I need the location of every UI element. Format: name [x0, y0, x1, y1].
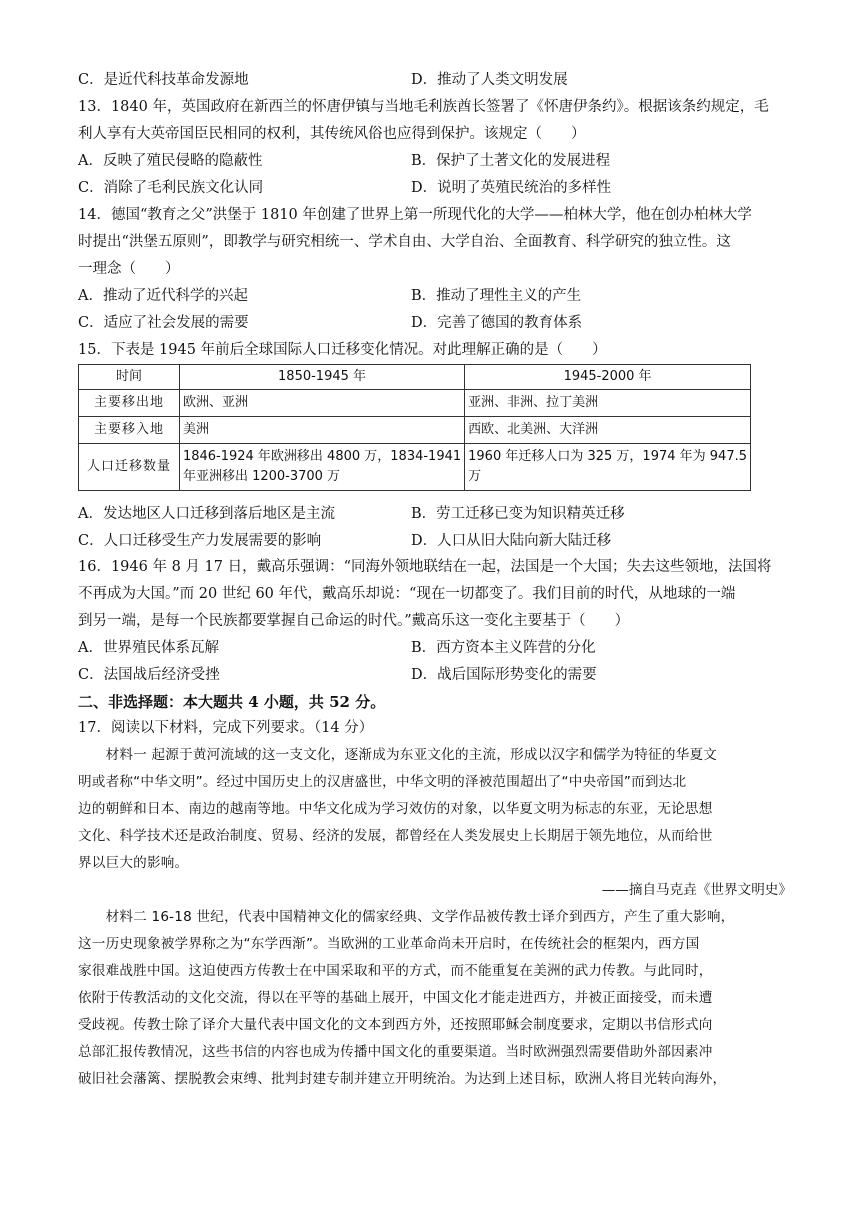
table-cell	[179, 444, 464, 491]
table-cell	[465, 444, 751, 491]
material2-line: 家很难战胜中国。这迫使西方传教士在中国采取和平的方式，而不能重复在美洲的武力传教。与此同时，	[78, 963, 713, 979]
migration-table	[78, 364, 751, 491]
q14-stem-line2: 时提出“洪堡五原则”，即教学与研究相统一、学术自由、大学自治、全面教育、科学研究的独立性。这	[78, 234, 731, 250]
q13-stem-line1: 13．1840 年，英国政府在新西兰的怀唐伊镇与当地毛利族酋长签署了《怀唐伊条约》。根据该条约规定，毛	[78, 99, 769, 115]
material1-line: 边的朝鲜和日本、南边的越南等地。中华文化成为学习效仿的对象，以华夏文明为标志的东亚，无论思想	[78, 801, 713, 817]
table-cell: 亚洲、非洲、拉丁美洲	[465, 390, 751, 417]
table-row	[79, 417, 751, 444]
q16-option-d[interactable]: D．战后国际形势变化的需要	[411, 667, 597, 683]
section-heading: 二、非选择题：本大题共 4 小题，共 52 分。	[78, 693, 386, 711]
q16-stem-line1: 16．1946 年 8 月 17 日，戴高乐强调：“同海外领地联结在一起，法国是一个大国；失去这些领地，法国将	[78, 559, 772, 575]
material2-line: 破旧社会藩篱、摆脱教会束缚、批判封建专制并建立开明统治。为达到上述目标，欧洲人将目光转向海外，	[78, 1071, 727, 1087]
material1-line: 文化、科学技术还是政治制度、贸易、经济的发展，都曾经在人类发展史上长期居于领先地位，从而给世	[78, 828, 713, 844]
q13-option-c[interactable]: C．消除了毛利民族文化认同	[78, 180, 264, 196]
q15-option-b[interactable]: B．劳工迁移已变为知识精英迁移	[411, 506, 625, 522]
q15-option-a[interactable]: A．发达地区人口迁移到落后地区是主流	[78, 506, 335, 522]
table-header-period1: 1850-1945 年	[179, 365, 464, 390]
q16-option-c[interactable]: C．法国战后经济受挫	[78, 667, 220, 683]
q12-option-d[interactable]: D．推动了人类文明发展	[411, 72, 568, 88]
cell-line: 1846-1924 年欧洲移出 4800 万，1834-1941	[182, 449, 462, 464]
table-header-time: 时间	[79, 365, 180, 390]
q14-option-a[interactable]: A．推动了近代科学的兴起	[78, 288, 248, 304]
q15-stem: 15．下表是 1945 年前后全球国际人口迁移变化情况。对此理解正确的是（ ）	[78, 342, 607, 358]
q16-stem-line2: 不再成为大国。”而 20 世纪 60 年代，戴高乐却说：“现在一切都变了。我们目前的时代，从地球的一端	[78, 586, 736, 602]
table-cell: 美洲	[179, 417, 464, 444]
q16-stem-line3: 到另一端，是每一个民族都要掌握自己命运的时代。”戴高乐这一变化主要基于（ ）	[78, 613, 630, 629]
material1-source: ——摘自马克垚《世界文明史》	[601, 882, 792, 898]
q13-option-b[interactable]: B．保护了土著文化的发展进程	[411, 153, 611, 169]
table-header-period2: 1945-2000 年	[465, 365, 751, 390]
q17-stem: 17．阅读以下材料，完成下列要求。（14 分）	[78, 720, 374, 736]
q14-stem-line3: 一理念（ ）	[78, 261, 180, 277]
q15-option-c[interactable]: C．人口迁移受生产力发展需要的影响	[78, 533, 322, 549]
row-label-immigration: 主要移入地	[79, 417, 180, 444]
material2-line: 受歧视。传教士除了译介大量代表中国文化的文本到西方外，还按照耶稣会制度要求，定期以书信形式向	[78, 1017, 713, 1033]
row-label-quantity: 人口迁移数量	[79, 444, 180, 491]
cell-line: 万	[468, 469, 482, 484]
q13-option-d[interactable]: D．说明了英殖民统治的多样性	[411, 180, 612, 196]
cell-line: 年亚洲移出 1200-3700 万	[182, 469, 341, 484]
q14-option-c[interactable]: C．适应了社会发展的需要	[78, 315, 249, 331]
cell-line: 1960 年迁移人口为 325 万，1974 年为 947.5	[468, 449, 747, 464]
q14-option-d[interactable]: D．完善了德国的教育体系	[411, 315, 583, 331]
material2-line: 总部汇报传教情况，这些书信的内容也成为传播中国文化的重要渠道。当时欧洲强烈需要借助外部因素冲	[78, 1044, 713, 1060]
material2-line: 材料二 16-18 世纪，代表中国精神文化的儒家经典、文学作品被传教士译介到西方，产生了重大影响，	[78, 909, 735, 925]
material2-line: 这一历史现象被学界称之为“东学西渐”。当欧洲的工业革命尚未开启时，在传统社会的框架内，西方国	[78, 936, 700, 952]
q16-option-a[interactable]: A．世界殖民体系瓦解	[78, 640, 219, 656]
q16-option-b[interactable]: B．西方资本主义阵营的分化	[411, 640, 596, 656]
table-cell: 西欧、北美洲、大洋洲	[465, 417, 751, 444]
table-row	[79, 390, 751, 417]
row-label-emigration: 主要移出地	[79, 390, 180, 417]
q15-option-d[interactable]: D．人口从旧大陆向新大陆迁移	[411, 533, 612, 549]
material1-line: 明或者称“中华文明”。经过中国历史上的汉唐盛世，中华文明的泽被范围超出了“中央帝国”而到达北	[78, 774, 687, 790]
table-header-row	[79, 365, 751, 390]
table-cell: 欧洲、亚洲	[179, 390, 464, 417]
q13-stem-line2: 利人享有大英帝国臣民相同的权利，其传统风俗也应得到保护。该规定（ ）	[78, 126, 586, 142]
material2-line: 依附于传教活动的文化交流，得以在平等的基础上展开，中国文化才能走进西方，并被正面接受，而未遭	[78, 990, 713, 1006]
q14-stem-line1: 14．德国“教育之父”洪堡于 1810 年创建了世界上第一所现代化的大学——柏林大学，他在创办柏林大学	[78, 207, 752, 223]
q13-option-a[interactable]: A．反映了殖民侵略的隐蔽性	[78, 153, 263, 169]
material1-line: 界以巨大的影响。	[78, 855, 189, 871]
q12-option-c[interactable]: C．是近代科技革命发源地	[78, 72, 249, 88]
material1-line: 材料一 起源于黄河流域的这一支文化，逐渐成为东亚文化的主流，形成以汉字和儒学为特征的华夏文	[78, 747, 718, 763]
q14-option-b[interactable]: B．推动了理性主义的产生	[411, 288, 582, 304]
table-row	[79, 444, 751, 491]
